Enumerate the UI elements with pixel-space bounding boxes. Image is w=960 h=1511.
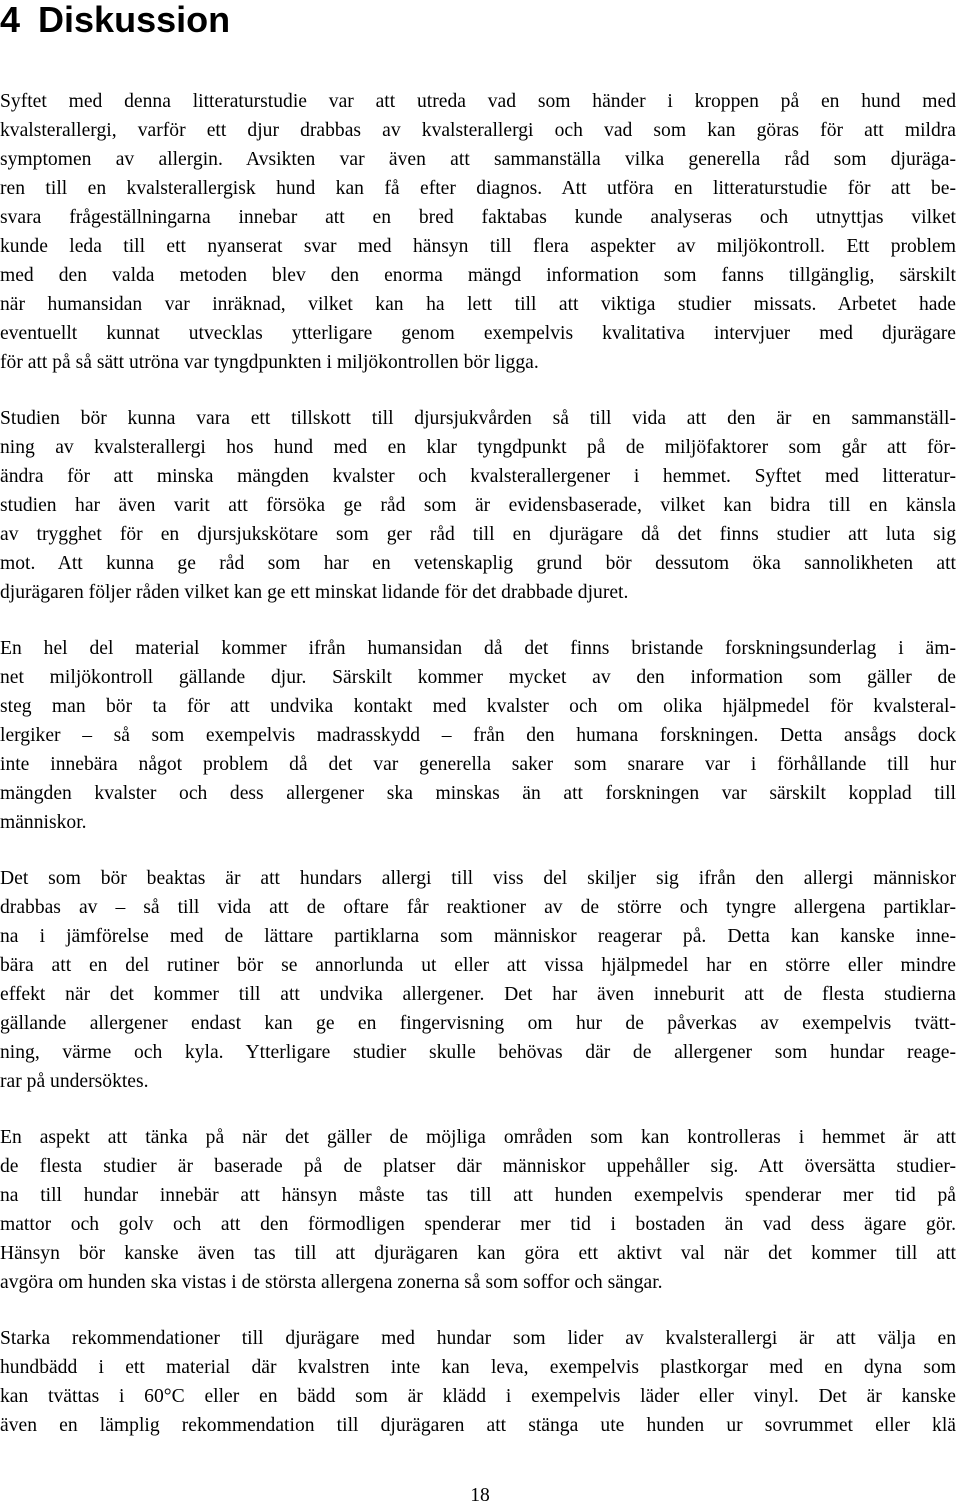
text-line: när humansidan var inräknad, vilket kan ha lett till att viktiga studier missats. Arbetet hade bbox=[0, 294, 956, 315]
text-line: symptomen av allergin. Avsikten var även att sammanställa vilka generella råd som djuräga- bbox=[0, 149, 956, 170]
text-line: Syftet med denna litteraturstudie var att utreda vad som händer i kroppen på en hund med bbox=[0, 91, 956, 112]
text-line: Studien bör kunna vara ett tillskott till djursjukvården så till vida att den är en sammanställ- bbox=[0, 408, 956, 429]
text-line: eventuellt kunnat utvecklas ytterligare genom exempelvis kvalitativa intervjuer med djurägare bbox=[0, 323, 956, 344]
text-line: med den valda metoden blev den enorma mängd information som fanns tillgänglig, särskilt bbox=[0, 265, 956, 286]
text-line: gällande allergener endast kan ge en fingervisning om hur de påverkas av exempelvis tvätt- bbox=[0, 1013, 956, 1034]
text-line: na i jämförelse med de lättare partiklarna som människor reagerar på. Detta kan kanske inne- bbox=[0, 926, 956, 947]
text-line: ändra för att minska mängden kvalster och kvalsterallergener i hemmet. Syftet med litteratur- bbox=[0, 466, 956, 487]
text-line: lergiker – så som exempelvis madrasskydd – från den humana forskningen. Detta ansågs dock bbox=[0, 725, 956, 746]
page-number: 18 bbox=[470, 1485, 490, 1506]
paragraph bbox=[0, 634, 956, 837]
text-line: Hänsyn bör kanske även tas till att djurägaren kan göra ett aktivt val när det kommer till att bbox=[0, 1243, 956, 1264]
text-line: svara frågeställningarna innebar att en bred faktabas kunde analyseras och utnyttjas vilket bbox=[0, 207, 956, 228]
paragraph bbox=[0, 87, 956, 377]
text-line: steg man bör ta för att undvika kontakt med kvalster och om olika hjälpmedel för kvalsteral- bbox=[0, 696, 956, 717]
text-line: mängden kvalster och dess allergener ska minskas än att forskningen var särskilt kopplad till bbox=[0, 783, 956, 804]
text-line: bära att en del rutiner bör se annorlunda ut eller att vissa hjälpmedel har en större eller mindre bbox=[0, 955, 956, 976]
text-line: ren till en kvalsterallergisk hund kan få efter diagnos. Att utföra en litteraturstudie för att be- bbox=[0, 178, 956, 199]
text-line: ning, värme och kyla. Ytterligare studier skulle behövas där de allergener som hundar reage- bbox=[0, 1042, 956, 1063]
text-line: En aspekt att tänka på när det gäller de möjliga områden som kan kontrolleras i hemmet är att bbox=[0, 1127, 956, 1148]
text-line: Det som bör beaktas är att hundars allergi till viss del skiljer sig ifrån den allergi människor bbox=[0, 868, 956, 889]
text-line: avgöra om hunden ska vistas i de största allergena zonerna så som soffor och sängar. bbox=[0, 1272, 663, 1293]
section-heading bbox=[0, 0, 230, 42]
text-line: de flesta studier är baserade på de platser där människor uppehåller sig. Att översätta studier- bbox=[0, 1156, 956, 1177]
text-line: hundbädd i ett material där kvalstren inte kan leva, exempelvis plastkorgar med en dyna som bbox=[0, 1357, 956, 1378]
text-line: av trygghet för en djursjukskötare som ger råd till en djurägare då det finns studier att luta sig bbox=[0, 524, 956, 545]
text-line: kvalsterallergi, varför ett djur drabbas av kvalsterallergi och vad som kan göras för att mildra bbox=[0, 120, 956, 141]
text-line: mot. Att kunna ge råd som har en vetenskaplig grund bör dessutom öka sannolikheten att bbox=[0, 553, 956, 574]
text-line: kunde leda till ett nyanserat svar med hänsyn till flera aspekter av miljökontroll. Ett problem bbox=[0, 236, 956, 257]
text-line: En hel del material kommer ifrån humansidan då det finns bristande forskningsunderlag i äm- bbox=[0, 638, 956, 659]
paragraph bbox=[0, 1123, 956, 1297]
text-line: ning av kvalsterallergi hos hund med en klar tyngdpunkt på de miljöfaktorer som går att för- bbox=[0, 437, 956, 458]
text-line: mattor och golv och att den förmodligen spenderar mer tid i bostaden än vad dess ägare gör. bbox=[0, 1214, 956, 1235]
text-line: na till hundar innebär att hänsyn måste tas till att hunden exempelvis spenderar mer tid på bbox=[0, 1185, 956, 1206]
paragraph bbox=[0, 1324, 956, 1440]
text-line: inte innebära något problem då det var generella saker som snarare var i förhållande till hur bbox=[0, 754, 956, 775]
text-line: studien har även varit att försöka ge råd som är evidensbaserade, vilket kan bidra till en känsla bbox=[0, 495, 956, 516]
paragraph bbox=[0, 864, 956, 1096]
paragraph bbox=[0, 404, 956, 607]
text-line: kan tvättas i 60°C eller en bädd som är klädd i exempelvis läder eller vinyl. Det är kanske bbox=[0, 1386, 956, 1407]
text-line: effekt när det kommer till att undvika allergener. Det har även inneburit att de flesta studierna bbox=[0, 984, 956, 1005]
text-line: net miljökontroll gällande djur. Särskilt kommer mycket av den information som gäller de bbox=[0, 667, 956, 688]
text-line: Starka rekommendationer till djurägare med hundar som lider av kvalsterallergi är att välja en bbox=[0, 1328, 956, 1349]
text-line: drabbas av – så till vida att de oftare får reaktioner av de större och tyngre allergena partiklar- bbox=[0, 897, 956, 918]
text-line: även en lämplig rekommendation till djurägaren att stänga ute hunden ur sovrummet eller klä bbox=[0, 1415, 956, 1436]
text-line: för att på så sätt utröna var tyngdpunkten i miljökontrollen bör ligga. bbox=[0, 352, 539, 373]
text-line: människor. bbox=[0, 812, 87, 833]
body-text bbox=[0, 87, 956, 1467]
text-line: djurägaren följer råden vilket kan ge ett minskat lidande för det drabbade djuret. bbox=[0, 582, 629, 603]
section-number: 4 bbox=[0, 0, 21, 40]
section-title: Diskussion bbox=[38, 0, 231, 40]
text-line: rar på undersöktes. bbox=[0, 1071, 149, 1092]
